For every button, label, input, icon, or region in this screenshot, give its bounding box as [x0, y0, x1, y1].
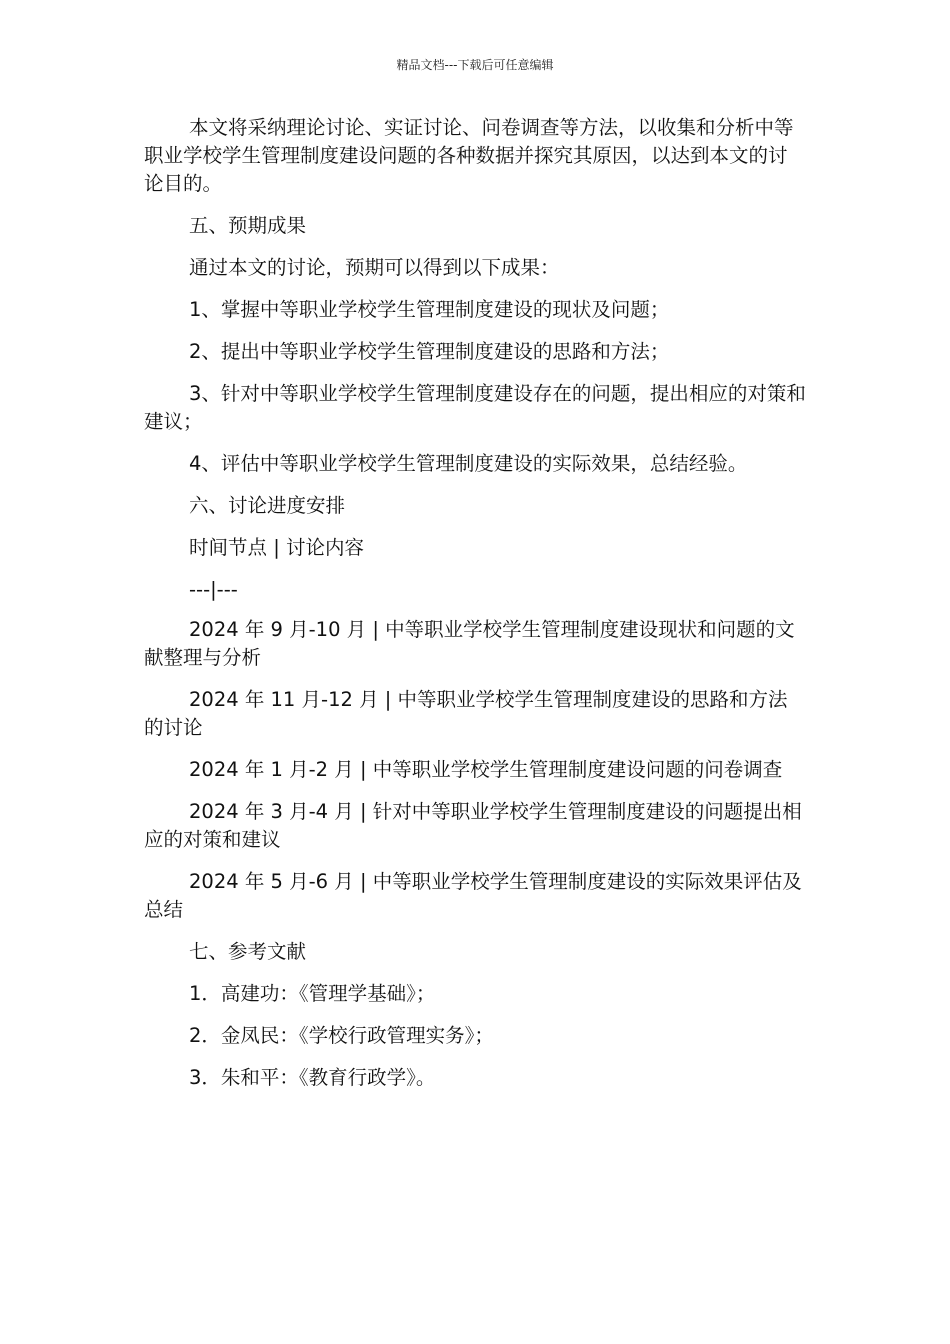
document-body [144, 114, 806, 1106]
schedule-table-header: 时间节点 | 讨论内容 [189, 536, 364, 559]
reference-item-3: 3．朱和平：《教育行政学》。 [189, 1066, 436, 1089]
schedule-table-separator: ---|--- [189, 578, 238, 601]
schedule-row-5: 2024 年 5 月-6 月 | 中等职业学校学生管理制度建设的实际效果评估及总结 [144, 870, 802, 921]
schedule-row-3: 2024 年 1 月-2 月 | 中等职业学校学生管理制度建设问题的问卷调查 [189, 758, 783, 781]
list-item-result-2: 2、提出中等职业学校学生管理制度建设的思路和方法； [189, 340, 670, 363]
section-heading-expected-results: 五、预期成果 [189, 214, 307, 237]
section-heading-schedule: 六、讨论进度安排 [189, 494, 346, 517]
paragraph-methods: 本文将采纳理论讨论、实证讨论、问卷调查等方法，以收集和分析中等职业学校学生管理制度建设问题的各种数据并探究其原因，以达到本文的讨论目的。 [144, 116, 794, 195]
page-header: 精品文档---下载后可任意编辑 [396, 58, 554, 72]
reference-item-2: 2．金凤民：《学校行政管理实务》； [189, 1024, 494, 1047]
paragraph-results-intro: 通过本文的讨论，预期可以得到以下成果： [189, 256, 560, 279]
section-heading-references: 七、参考文献 [189, 940, 307, 963]
list-item-result-1: 1、掌握中等职业学校学生管理制度建设的现状及问题； [189, 298, 670, 321]
schedule-row-4: 2024 年 3 月-4 月 | 针对中等职业学校学生管理制度建设的问题提出相应的对策和建议 [144, 800, 802, 851]
schedule-row-2: 2024 年 11 月-12 月 | 中等职业学校学生管理制度建设的思路和方法的讨论 [144, 688, 788, 739]
reference-item-1: 1．高建功：《管理学基础》； [189, 982, 436, 1005]
list-item-result-3: 3、针对中等职业学校学生管理制度建设存在的问题，提出相应的对策和建议； [144, 382, 806, 433]
schedule-row-1: 2024 年 9 月-10 月 | 中等职业学校学生管理制度建设现状和问题的文献整理与分析 [144, 618, 795, 669]
list-item-result-4: 4、评估中等职业学校学生管理制度建设的实际效果，总结经验。 [189, 452, 748, 475]
